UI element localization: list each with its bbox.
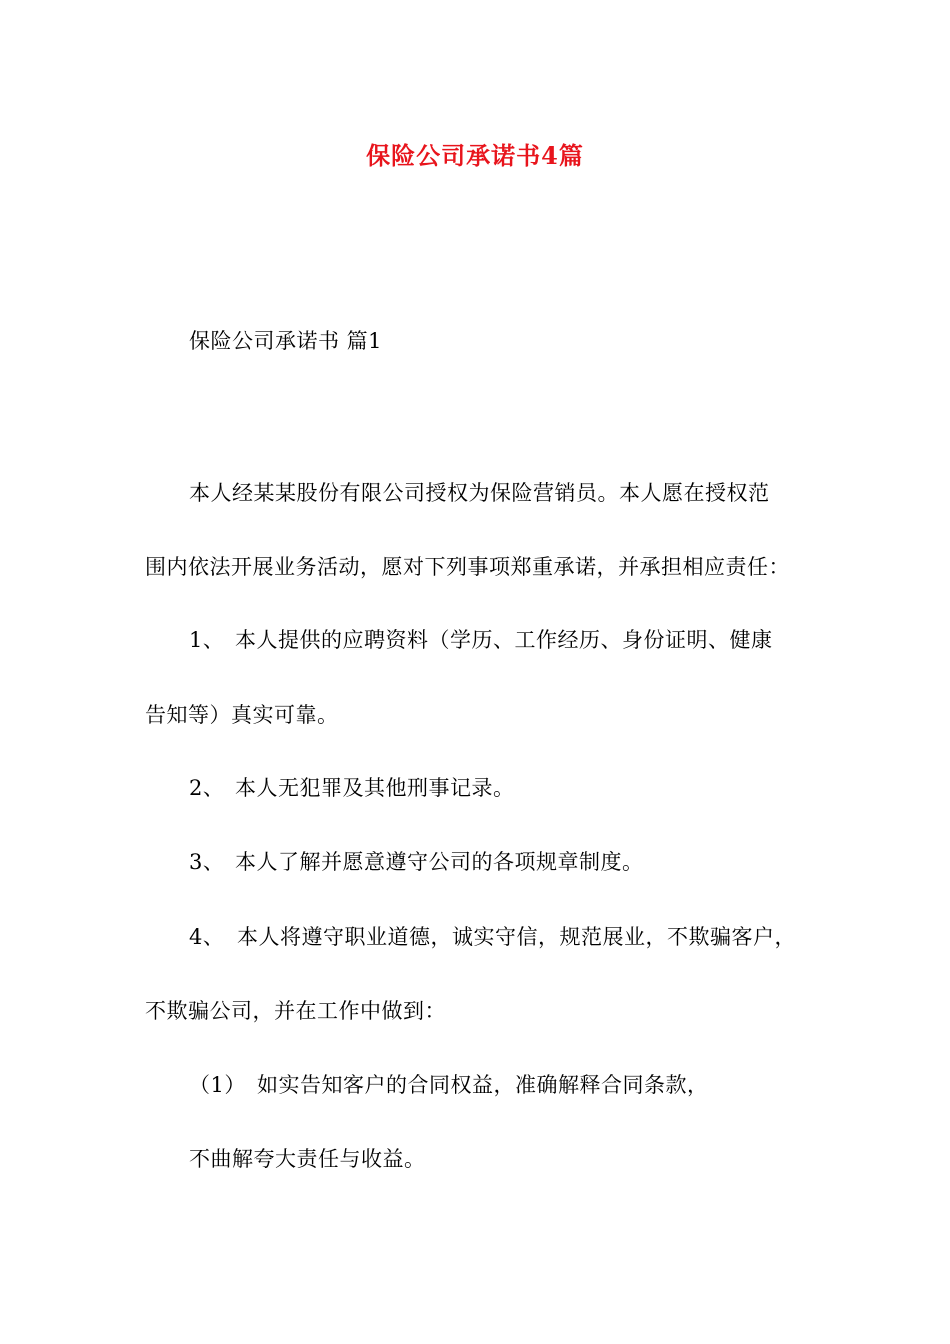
item-4-text: 本人将遵守职业道德，诚实守信，规范展业，不欺骗客户， [237, 925, 796, 949]
document-title: 保险公司承诺书4篇 [366, 141, 584, 170]
item-1-number: 1、 [189, 628, 225, 652]
item-2-number: 2、 [189, 776, 225, 800]
intro-line-1: 本人经某某股份有限公司授权为保险营销员。本人愿在授权范 [189, 481, 770, 505]
item-3-text: 本人了解并愿意遵守公司的各项规章制度。 [235, 850, 644, 874]
item-4-number: 4、 [189, 925, 225, 949]
sub-item-1-number: （1） [189, 1073, 246, 1097]
sub-item-1-line-2: 不曲解夸大责任与收益。 [189, 1147, 426, 1171]
item-1-line-1 [189, 625, 773, 655]
intro-line-2: 围内依法开展业务活动，愿对下列事项郑重承诺，并承担相应责任： [145, 555, 790, 579]
item-2-text: 本人无犯罪及其他刑事记录。 [235, 776, 515, 800]
item-4-line-2: 不欺骗公司，并在工作中做到： [145, 999, 446, 1023]
item-1-line-2: 告知等）真实可靠。 [145, 703, 339, 727]
item-1-text: 本人提供的应聘资料（学历、工作经历、身份证明、健康 [235, 628, 773, 652]
sub-item-1-text: 如实告知客户的合同权益，准确解释合同条款， [257, 1073, 709, 1097]
item-4-line-1 [189, 922, 796, 952]
section-heading: 保险公司承诺书 篇1 [189, 329, 383, 353]
sub-item-1-line-1 [189, 1070, 709, 1100]
item-3 [189, 847, 644, 877]
item-3-number: 3、 [189, 850, 225, 874]
item-2 [189, 773, 515, 803]
